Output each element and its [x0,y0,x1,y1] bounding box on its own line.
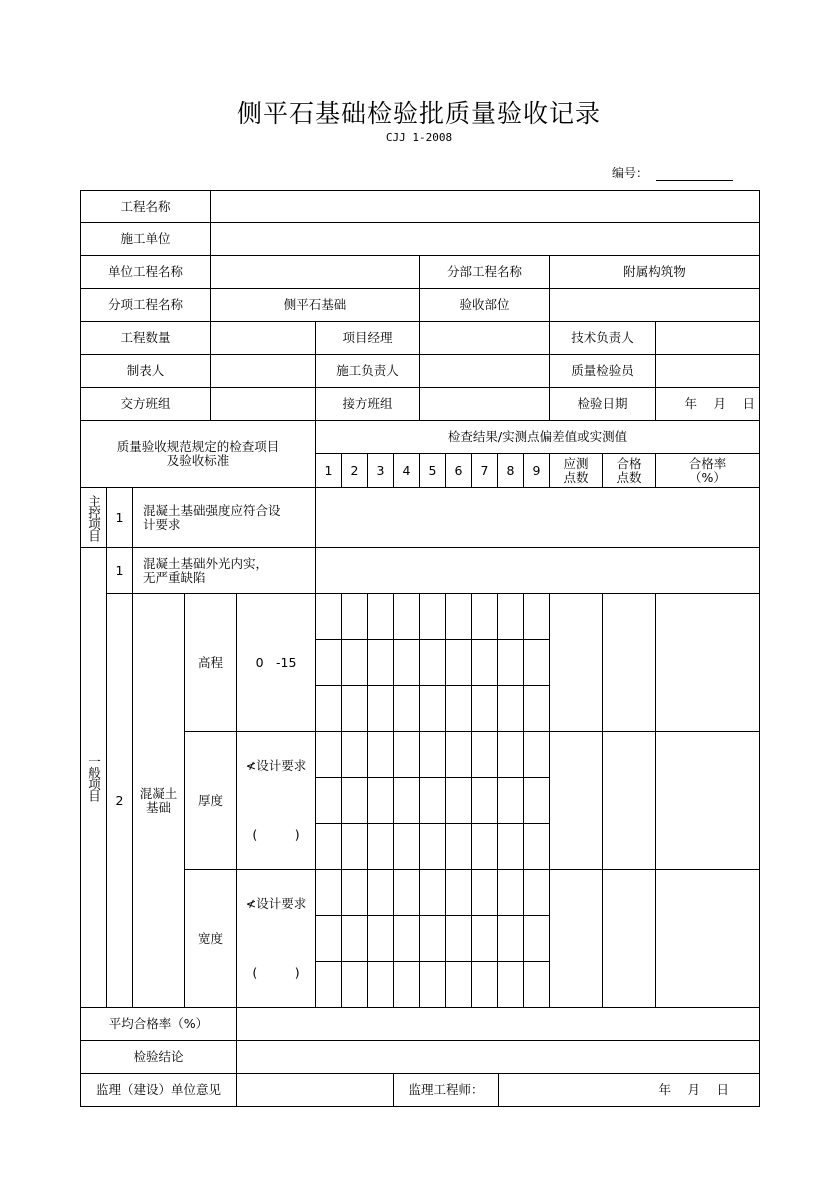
measurement-cell[interactable] [471,915,498,962]
measurement-cell[interactable] [341,823,368,870]
check-item-standard [236,593,316,732]
measurement-cell[interactable] [445,869,472,916]
measurement-cell[interactable] [393,961,420,1008]
measurement-cell[interactable] [523,961,550,1008]
measurement-cell[interactable] [445,593,472,640]
measurement-cell[interactable] [523,731,550,778]
measurement-cell[interactable] [471,731,498,778]
measurement-cell[interactable] [497,869,524,916]
required-points-cell[interactable] [549,731,603,870]
measurement-cell[interactable] [341,777,368,824]
measurement-cell[interactable] [419,961,446,1008]
avg-rate-field[interactable] [236,1007,760,1041]
general-item2-no: 2 [106,593,133,1008]
measurement-cell[interactable] [471,639,498,686]
conclusion-label: 检验结论 [80,1040,237,1074]
check-item-name: 厚度 [184,731,237,870]
record-number-label: 编号： [612,166,649,180]
measurement-cell[interactable] [445,777,472,824]
measurement-cell[interactable] [471,961,498,1008]
standard-code: CJJ 1-2008 [385,131,453,144]
main-control-no: 1 [106,487,133,548]
measurement-cell[interactable] [445,961,472,1008]
measurement-cell[interactable] [523,823,550,870]
measurement-cell[interactable] [445,823,472,870]
supervision-label: 监理（建设）单位意见 [80,1073,237,1107]
measurement-cell[interactable] [497,823,524,870]
measurement-cell[interactable] [393,869,420,916]
measurement-cell[interactable] [497,777,524,824]
measurement-cell[interactable] [393,731,420,778]
measurement-cell[interactable] [497,685,524,732]
measurement-cell[interactable] [367,731,394,778]
point-header-3: 3 [367,453,394,488]
measurement-cell[interactable] [341,685,368,732]
measurement-cell[interactable] [315,639,342,686]
measurement-cell[interactable] [393,593,420,640]
unit-project-label: 单位工程名称 [80,255,211,289]
measurement-cell[interactable] [471,777,498,824]
standard-paren: ( ) [252,826,300,842]
contractor-label: 施工单位 [80,222,211,256]
required-points-cell[interactable] [549,593,603,732]
point-header-1: 1 [315,453,342,488]
general-item1-text: 混凝土基础外光内实， 无严重缺陷 [132,547,316,594]
measurement-cell[interactable] [367,593,394,640]
receiving-team-field[interactable] [419,387,550,421]
required-points-cell[interactable] [549,869,603,1008]
measurement-cell[interactable] [315,869,342,916]
handover-team-label: 交方班组 [80,387,211,421]
measurement-cell[interactable] [341,731,368,778]
pass-rate-cell[interactable] [655,869,760,1008]
preparer-field[interactable] [210,354,316,388]
unit-project-field[interactable] [210,255,420,289]
contractor-field[interactable] [210,222,760,256]
project-manager-label: 项目经理 [315,321,420,355]
tech-lead-field[interactable] [655,321,760,355]
check-item-name: 宽度 [184,869,237,1008]
measurement-cell[interactable] [523,777,550,824]
measurement-cell[interactable] [393,639,420,686]
measurement-cell[interactable] [445,639,472,686]
general-item1-result[interactable] [315,547,760,594]
measurement-cell[interactable] [497,915,524,962]
tech-lead-label: 技术负责人 [549,321,656,355]
handover-team-field[interactable] [210,387,316,421]
measurement-cell[interactable] [315,961,342,1008]
measurement-cell[interactable] [419,823,446,870]
point-header-9: 9 [523,453,550,488]
inspector-label: 质量检验员 [549,354,656,388]
conclusion-field[interactable] [236,1040,760,1074]
standard-paren: ( ) [252,964,300,980]
measurement-cell[interactable] [497,593,524,640]
measurement-cell[interactable] [393,777,420,824]
passed-points-header: 合格 点数 [602,453,656,488]
division-project-label: 分部工程名称 [419,255,550,289]
avg-rate-label: 平均合格率（%） [80,1007,237,1041]
measurement-cell[interactable] [471,823,498,870]
supervision-date[interactable]: 年 月 日 [498,1073,760,1107]
inspection-date-field[interactable]: 年 月 日 [655,387,760,421]
required-points-header: 应测 点数 [549,453,603,488]
standard-value: ≮设计要求 [245,758,307,774]
measurement-cell[interactable] [523,685,550,732]
measurement-cell[interactable] [419,915,446,962]
passed-points-cell[interactable] [602,731,656,870]
measurement-cell[interactable] [471,593,498,640]
inspector-field[interactable] [655,354,760,388]
measurement-cell[interactable] [497,639,524,686]
measurement-cell[interactable] [445,915,472,962]
item-project-value[interactable]: 侧平石基础 [210,288,420,322]
point-header-6: 6 [445,453,472,488]
measurement-cell[interactable] [419,869,446,916]
check-item-standard [236,731,316,870]
measurement-cell[interactable] [497,961,524,1008]
acceptance-part-label: 验收部位 [419,288,550,322]
item-project-label: 分项工程名称 [80,288,211,322]
measurement-cell[interactable] [393,915,420,962]
measurement-cell[interactable] [393,823,420,870]
measurement-cell[interactable] [471,869,498,916]
results-header: 检查结果/实测点偏差值或实测值 [315,420,760,454]
project-name-label: 工程名称 [80,190,211,223]
main-control-result[interactable] [315,487,760,548]
measurement-cell[interactable] [419,685,446,732]
measurement-cell[interactable] [315,777,342,824]
general-label: 一般项目 [80,547,107,1008]
check-item-standard [236,869,316,1008]
passed-points-cell[interactable] [602,869,656,1008]
measurement-cell[interactable] [315,593,342,640]
point-header-5: 5 [419,453,446,488]
project-manager-field[interactable] [419,321,550,355]
receiving-team-label: 接方班组 [315,387,420,421]
measurement-cell[interactable] [367,961,394,1008]
general-item2-group: 混凝土 基础 [132,593,185,1008]
preparer-label: 制表人 [80,354,211,388]
pass-rate-cell[interactable] [655,731,760,870]
point-header-2: 2 [341,453,368,488]
standard-value: ≮设计要求 [245,896,307,912]
passed-points-cell[interactable] [602,593,656,732]
pass-rate-header: 合格率 （%） [655,453,760,488]
measurement-cell[interactable] [523,639,550,686]
measurement-cell[interactable] [419,731,446,778]
measurement-cell[interactable] [315,915,342,962]
point-header-8: 8 [497,453,524,488]
construction-lead-field[interactable] [419,354,550,388]
measurement-cell[interactable] [341,869,368,916]
measurement-cell[interactable] [367,823,394,870]
measurement-cell[interactable] [341,639,368,686]
measurement-cell[interactable] [341,961,368,1008]
point-header-4: 4 [393,453,420,488]
main-control-text: 混凝土基础强度应符合设 计要求 [132,487,316,548]
measurement-cell[interactable] [419,777,446,824]
main-control-label: 主控项目 [80,487,107,548]
measurement-cell[interactable] [393,685,420,732]
measurement-cell[interactable] [341,915,368,962]
standard-value: 0 -15 [255,654,297,670]
measurement-cell[interactable] [367,685,394,732]
items-header: 质量验收规范规定的检查项目 及验收标准 [80,420,316,488]
quantity-label: 工程数量 [80,321,211,355]
project-name-field[interactable] [210,190,760,223]
measurement-cell[interactable] [445,731,472,778]
measurement-cell[interactable] [315,685,342,732]
engineer-label: 监理工程师： [393,1073,499,1107]
division-project-value[interactable]: 附属构筑物 [549,255,760,289]
check-item-name: 高程 [184,593,237,732]
measurement-cell[interactable] [367,915,394,962]
measurement-cell[interactable] [419,593,446,640]
general-item1-no: 1 [106,547,133,594]
measurement-cell[interactable] [315,823,342,870]
measurement-cell[interactable] [523,869,550,916]
construction-lead-label: 施工负责人 [315,354,420,388]
measurement-cell[interactable] [471,685,498,732]
pass-rate-cell[interactable] [655,593,760,732]
measurement-cell[interactable] [419,639,446,686]
measurement-cell[interactable] [367,639,394,686]
measurement-cell[interactable] [341,593,368,640]
measurement-cell[interactable] [523,915,550,962]
measurement-cell[interactable] [523,593,550,640]
measurement-cell[interactable] [445,685,472,732]
inspection-date-label: 检验日期 [549,387,656,421]
measurement-cell[interactable] [367,869,394,916]
acceptance-part-field[interactable] [549,288,760,322]
page-title: 侧平石基础检验批质量验收记录 [236,99,601,128]
measurement-cell[interactable] [497,731,524,778]
supervision-field[interactable] [236,1073,394,1107]
measurement-cell[interactable] [367,777,394,824]
point-header-7: 7 [471,453,498,488]
quantity-field[interactable] [210,321,316,355]
record-number-field[interactable] [656,180,733,181]
measurement-cell[interactable] [315,731,342,778]
